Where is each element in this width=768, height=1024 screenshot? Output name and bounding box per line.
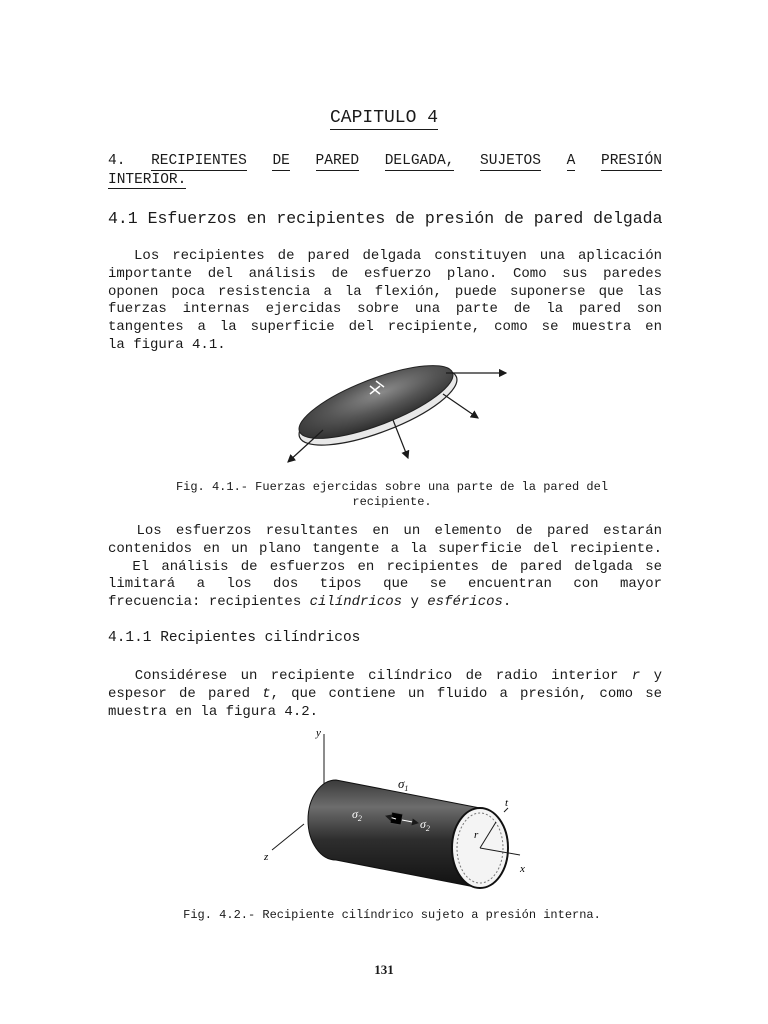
text-line: muestra en la figura 4.2. [108, 703, 319, 720]
y-axis-label: y [316, 727, 321, 739]
text-run: . [502, 594, 512, 611]
sigma1-label: $\sigma_1$ [398, 776, 409, 793]
heading-word: DELGADA, [384, 153, 455, 169]
z-axis-label: z [264, 851, 269, 863]
caption-line: recipiente. [352, 495, 432, 509]
figure-4-2-caption: Fig. 4.2.- Recipiente cilíndrico sujeto a presión interna. [183, 908, 601, 922]
text-run: Considérese un recipiente cilíndrico de radio interior [108, 668, 632, 684]
text-line-mixed [108, 594, 662, 612]
figure-4-1-caption [150, 480, 634, 510]
text-run: , que contiene un fluido a presión, como se [270, 685, 663, 702]
text-run: espesor de pared [108, 685, 263, 702]
text-run: y [640, 668, 662, 684]
subsection-heading-4-1: 4.1 Esfuerzos en recipientes de presión de pared delgada [108, 209, 663, 228]
text-run-italic: cilíndricos [309, 594, 403, 611]
text-line: oponen poca resistencia a la flexión, puede suponerse que las [108, 283, 662, 300]
chapter-title [0, 108, 768, 128]
section-heading-line2 [108, 171, 662, 189]
text-line: importante del análisis de esfuerzo plano. Como sus paredes [108, 265, 662, 282]
subsection-heading-4-1-1: 4.1.1 Recipientes cilíndricos [108, 630, 361, 646]
paragraph-intro [108, 248, 662, 355]
paragraph-stresses [108, 523, 662, 612]
heading-word: PRESIÓN [601, 153, 662, 169]
chapter-title-text: CAPITULO 4 [329, 108, 439, 128]
text-line: fuerzas internas ejercidas sobre una parte de la pared son [108, 301, 662, 318]
text-line: Los recipientes de pared delgada constituyen una aplicación [108, 248, 662, 264]
page-number: 131 [374, 962, 394, 977]
text-line: limitará a los dos tipos que se encuentran con mayor [108, 576, 662, 593]
figure-4-1-wall-forces [278, 356, 518, 468]
sigma2-label-left: $\sigma_2$ [352, 807, 362, 823]
text-line: El análisis de esfuerzos en recipientes de pared delgada se [108, 558, 662, 575]
thickness-label: t [505, 797, 509, 809]
text-line: Los esfuerzos resultantes en un elemento de pared estarán [108, 523, 662, 539]
section-heading [108, 152, 662, 189]
symbol-t: t [262, 685, 271, 702]
force-arrow [443, 394, 478, 418]
text-line-mixed [108, 668, 662, 686]
symbol-r: r [631, 668, 641, 684]
text-line: tangentes a la superficie del recipiente, como se muestra en [108, 319, 662, 336]
force-arrow [393, 420, 408, 458]
caption-line: Fig. 4.1.- Fuerzas ejercidas sobre una parte de la pared del [175, 480, 609, 494]
z-axis [272, 824, 304, 850]
paragraph-cylinder [108, 668, 662, 721]
text-run-italic: esféricos [427, 594, 503, 611]
figure-4-2-cylinder [258, 722, 538, 894]
x-axis-label: x [520, 863, 525, 875]
heading-word: A [566, 153, 576, 169]
heading-word: DE [272, 153, 290, 169]
heading-word: SUJETOS [480, 153, 541, 169]
heading-word: 4. [108, 153, 126, 169]
text-run: frecuencia: recipientes [108, 594, 302, 611]
radius-label: r [474, 829, 479, 841]
heading-word: RECIPIENTES [151, 153, 247, 169]
heading-word: INTERIOR. [108, 172, 187, 188]
sigma2-label-right: $\sigma_2$ [420, 817, 430, 833]
text-line-mixed [108, 686, 662, 704]
text-line: la figura 4.1. [108, 336, 226, 353]
text-line: contenidos en un plano tangente a la superficie del recipiente. [108, 540, 662, 557]
stress-element [390, 812, 403, 825]
text-run: y [410, 594, 419, 611]
heading-word: PARED [315, 153, 360, 169]
section-heading-line1 [108, 152, 662, 171]
